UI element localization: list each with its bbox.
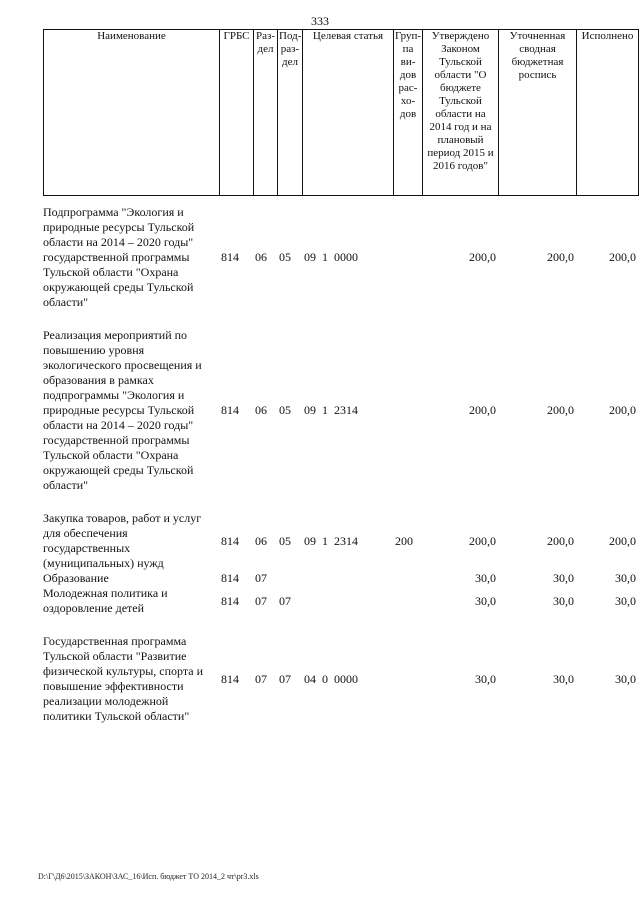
row-razdel: 06 xyxy=(255,403,267,417)
row-name: Государственная программа Тульской области "Развитие физической культуры, спорта и повышение эффективности реализации молодежной политики Тульской области" xyxy=(43,634,204,723)
row-spacer xyxy=(43,310,638,328)
budget-table xyxy=(43,205,638,724)
row-ispolneno: 30,0 xyxy=(615,671,636,686)
row-podrazdel: 07 xyxy=(279,671,291,686)
row-spacer xyxy=(43,616,638,634)
row-utochnennaya: 200,0 xyxy=(547,250,574,264)
header-utverzhdeno: Утверждено Законом Тульской области "О бюджете Тульской области на 2014 год и на плановый период 2015 и 2016 годов" xyxy=(423,30,499,196)
header-grbs: ГРБС xyxy=(220,30,254,196)
row-celevaya xyxy=(302,571,393,586)
row-gruppa xyxy=(393,571,422,586)
table-row xyxy=(43,328,638,493)
row-gruppa xyxy=(393,634,422,724)
row-celevaya xyxy=(302,586,393,616)
row-razdel: 06 xyxy=(255,533,267,548)
row-utochnennaya: 200,0 xyxy=(547,403,574,417)
row-spacer xyxy=(43,493,638,511)
row-celevaya: 09 1 2314 xyxy=(304,403,358,417)
row-name: Образование xyxy=(43,571,109,585)
row-razdel: 07 xyxy=(255,593,267,608)
row-grbs: 814 xyxy=(221,593,239,608)
row-name: Молодежная политика и оздоровление детей xyxy=(43,586,168,615)
row-gruppa xyxy=(393,328,422,493)
row-razdel: 07 xyxy=(255,571,267,585)
row-celevaya: 09 1 2314 xyxy=(304,533,358,548)
row-utochnennaya: 30,0 xyxy=(553,571,574,585)
row-podrazdel xyxy=(277,571,302,586)
row-podrazdel: 05 xyxy=(279,403,291,417)
header-name: Наименование xyxy=(44,30,220,196)
row-gruppa: 200 xyxy=(395,533,413,548)
row-gruppa xyxy=(393,586,422,616)
page-number: 333 xyxy=(311,14,329,28)
table-header xyxy=(43,29,639,196)
row-utverzhdeno: 200,0 xyxy=(469,250,496,264)
row-name: Реализация мероприятий по повышению уровня экологического просвещения и образования в рамках подпрограммы "Экология и природные ресурсы Тульской области на 2014 – 2020 годы" государственной программы Тульской области "Охрана окружающей среды Тульской области" xyxy=(43,328,202,492)
header-razdel: Раз-дел xyxy=(254,30,278,196)
row-utochnennaya: 30,0 xyxy=(553,671,574,686)
table-row xyxy=(43,634,638,724)
row-celevaya: 09 1 0000 xyxy=(304,250,358,264)
header-podrazdel: Под-раз-дел xyxy=(278,30,303,196)
header-ispolneno: Исполнено xyxy=(577,30,639,196)
row-grbs: 814 xyxy=(221,571,239,585)
row-razdel: 06 xyxy=(255,250,267,264)
row-podrazdel: 07 xyxy=(279,593,291,608)
table-row xyxy=(43,205,638,310)
row-razdel: 07 xyxy=(255,671,267,686)
row-name: Закупка товаров, работ и услуг для обеспечения государственных (муниципальных) нужд xyxy=(43,511,202,570)
footer-file-path: D:\Г\Д6\2015\ЗАКОН\ЗАС_16\Исп. бюджет ТО 2014_2 чт\pr3.xls xyxy=(38,872,259,881)
row-podrazdel: 05 xyxy=(279,533,291,548)
header-gruppa: Груп-па ви-дов рас-хо-дов xyxy=(394,30,423,196)
table-row xyxy=(43,571,638,586)
row-name: Подпрограмма "Экология и природные ресурсы Тульской области на 2014 – 2020 годы" государственной программы Тульской области "Охрана окружающей среды Тульской области" xyxy=(43,205,195,309)
row-utochnennaya: 30,0 xyxy=(553,593,574,608)
row-utochnennaya: 200,0 xyxy=(547,533,574,548)
row-podrazdel: 05 xyxy=(279,250,291,264)
row-ispolneno: 200,0 xyxy=(609,533,636,548)
row-grbs: 814 xyxy=(221,250,239,264)
table-row xyxy=(43,511,638,571)
row-utverzhdeno: 30,0 xyxy=(475,671,496,686)
row-gruppa xyxy=(393,205,422,310)
row-grbs: 814 xyxy=(221,533,239,548)
table-row xyxy=(43,586,638,616)
header-celevaya: Целевая статья xyxy=(303,30,394,196)
row-celevaya: 04 0 0000 xyxy=(304,671,358,686)
row-utverzhdeno: 30,0 xyxy=(475,593,496,608)
row-ispolneno: 30,0 xyxy=(615,593,636,608)
row-utverzhdeno: 200,0 xyxy=(469,403,496,417)
row-grbs: 814 xyxy=(221,403,239,417)
row-utverzhdeno: 200,0 xyxy=(469,533,496,548)
row-ispolneno: 200,0 xyxy=(609,250,636,264)
row-utverzhdeno: 30,0 xyxy=(475,571,496,585)
row-grbs: 814 xyxy=(221,671,239,686)
row-ispolneno: 200,0 xyxy=(609,403,636,417)
header-utochnennaya: Уточненная сводная бюджетная роспись xyxy=(499,30,577,196)
row-ispolneno: 30,0 xyxy=(615,571,636,585)
